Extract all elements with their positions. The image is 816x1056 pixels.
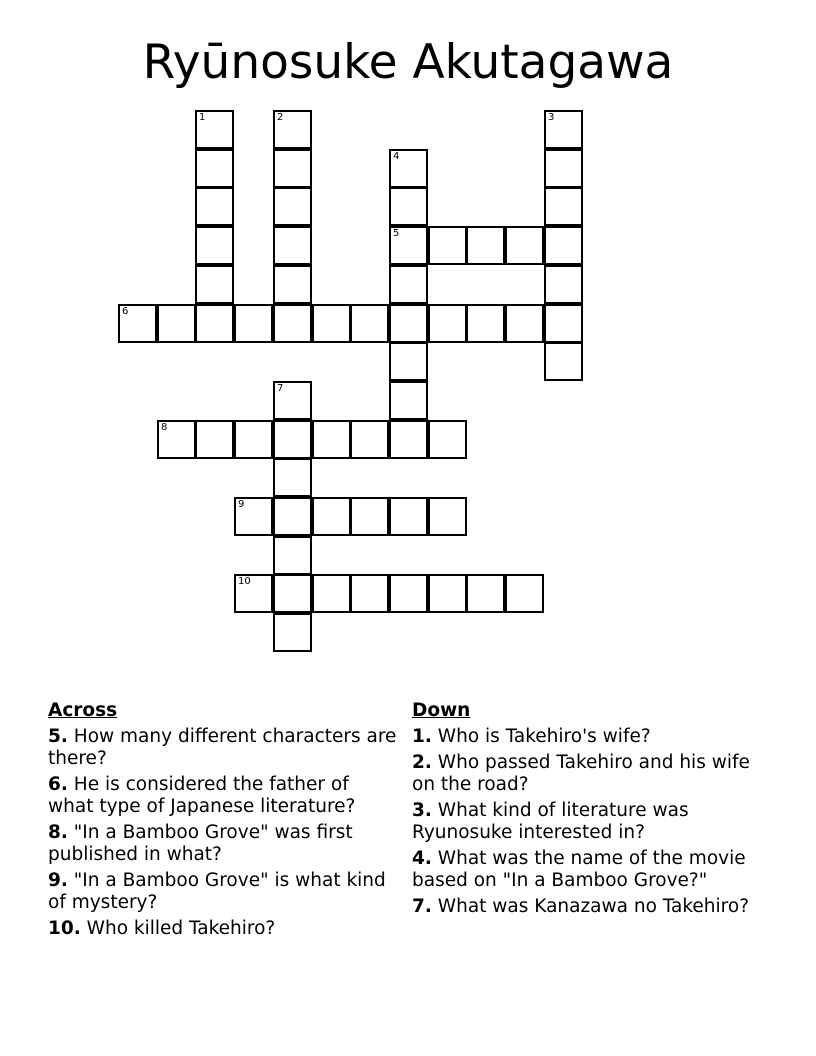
grid-cell[interactable] <box>350 574 389 613</box>
grid-cell[interactable] <box>466 226 505 265</box>
grid-cell[interactable] <box>428 574 467 613</box>
grid-cell[interactable] <box>234 574 273 613</box>
cell-number: 9 <box>238 499 245 510</box>
across-clue-8: 8. "In a Bamboo Grove" was first published in what? <box>48 822 353 865</box>
grid-cell[interactable] <box>273 574 312 613</box>
grid-cell[interactable] <box>273 497 312 536</box>
grid-cell[interactable] <box>118 304 157 343</box>
grid-cell[interactable] <box>389 187 428 226</box>
grid-cell[interactable] <box>312 574 351 613</box>
down-clues <box>412 700 752 922</box>
down-clue-4: 4. What was the name of the movie based on "In a Bamboo Grove?" <box>412 848 746 891</box>
grid-cell[interactable] <box>312 304 351 343</box>
grid-cell[interactable] <box>428 420 467 459</box>
grid-cell[interactable] <box>195 187 234 226</box>
grid-cell[interactable] <box>312 420 351 459</box>
cell-number: 8 <box>161 422 168 433</box>
grid-cell[interactable] <box>273 149 312 188</box>
grid-cell[interactable] <box>350 304 389 343</box>
grid-cell[interactable] <box>544 226 583 265</box>
grid-cell[interactable] <box>544 342 583 381</box>
grid-cell[interactable] <box>273 381 312 420</box>
grid-cell[interactable] <box>273 304 312 343</box>
grid-cell[interactable] <box>505 574 544 613</box>
grid-cell[interactable] <box>312 497 351 536</box>
grid-cell[interactable] <box>389 497 428 536</box>
grid-cell[interactable] <box>157 420 196 459</box>
grid-cell[interactable] <box>389 574 428 613</box>
grid-cell[interactable] <box>234 420 273 459</box>
grid-cell[interactable] <box>273 265 312 304</box>
cell-number: 10 <box>238 576 251 587</box>
grid-cell[interactable] <box>273 187 312 226</box>
down-heading: Down <box>412 700 471 721</box>
cell-number: 2 <box>277 112 284 123</box>
grid-cell[interactable] <box>273 536 312 575</box>
grid-cell[interactable] <box>234 497 273 536</box>
grid-cell[interactable] <box>389 342 428 381</box>
grid-cell[interactable] <box>389 226 428 265</box>
grid-cell[interactable] <box>544 149 583 188</box>
cell-number: 4 <box>393 151 400 162</box>
down-clue-1: 1. Who is Takehiro's wife? <box>412 726 651 747</box>
cell-number: 5 <box>393 228 400 239</box>
grid-cell[interactable] <box>234 304 273 343</box>
grid-cell[interactable] <box>466 304 505 343</box>
down-clue-2: 2. Who passed Takehiro and his wife on the road? <box>412 752 750 795</box>
across-clue-9: 9. "In a Bamboo Grove" is what kind of mystery? <box>48 870 386 913</box>
grid-cell[interactable] <box>273 110 312 149</box>
grid-cell[interactable] <box>195 265 234 304</box>
grid-cell[interactable] <box>389 149 428 188</box>
cell-number: 3 <box>548 112 555 123</box>
grid-cell[interactable] <box>273 226 312 265</box>
cell-number: 7 <box>277 383 284 394</box>
grid-cell[interactable] <box>428 497 467 536</box>
grid-cell[interactable] <box>544 187 583 226</box>
cell-number: 6 <box>122 306 129 317</box>
grid-cell[interactable] <box>195 304 234 343</box>
grid-cell[interactable] <box>544 265 583 304</box>
grid-cell[interactable] <box>195 149 234 188</box>
across-clue-6: 6. He is considered the father of what type of Japanese literature? <box>48 774 356 817</box>
grid-cell[interactable] <box>157 304 196 343</box>
grid-cell[interactable] <box>544 110 583 149</box>
grid-cell[interactable] <box>273 613 312 652</box>
grid-cell[interactable] <box>428 226 467 265</box>
grid-cell[interactable] <box>428 304 467 343</box>
grid-cell[interactable] <box>389 304 428 343</box>
puzzle-title: Ryūnosuke Akutagawa <box>142 35 674 90</box>
down-clue-7: 7. What was Kanazawa no Takehiro? <box>412 896 750 917</box>
grid-cell[interactable] <box>350 497 389 536</box>
grid-cell[interactable] <box>466 574 505 613</box>
grid-cell[interactable] <box>273 458 312 497</box>
grid-cell[interactable] <box>389 381 428 420</box>
grid-cell[interactable] <box>273 420 312 459</box>
grid-cell[interactable] <box>389 265 428 304</box>
across-clue-5: 5. How many different characters are there? <box>48 726 397 769</box>
grid-cell[interactable] <box>389 420 428 459</box>
across-heading: Across <box>48 700 118 721</box>
grid-cell[interactable] <box>350 420 389 459</box>
across-clue-10: 10. Who killed Takehiro? <box>48 918 276 939</box>
cell-number: 1 <box>199 112 206 123</box>
across-clues <box>48 700 398 944</box>
grid-cell[interactable] <box>544 304 583 343</box>
grid-cell[interactable] <box>195 420 234 459</box>
down-clue-3: 3. What kind of literature was Ryunosuke interested in? <box>412 800 689 843</box>
grid-cell[interactable] <box>505 304 544 343</box>
grid-cell[interactable] <box>195 110 234 149</box>
grid-cell[interactable] <box>505 226 544 265</box>
grid-cell[interactable] <box>195 226 234 265</box>
